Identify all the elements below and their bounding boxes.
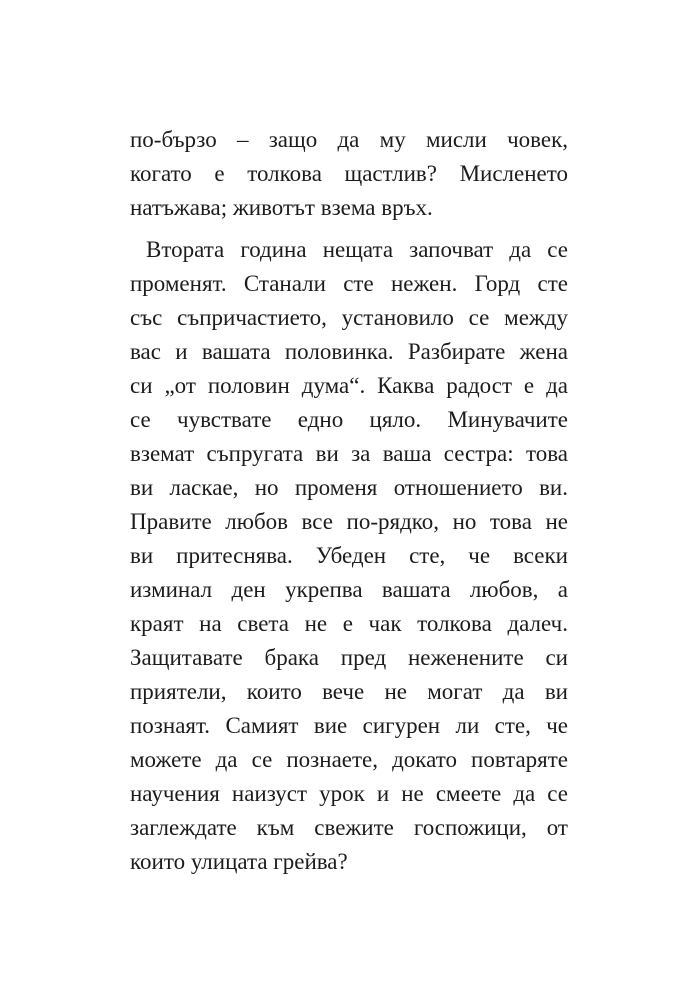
text-line: вас и вашата половинка. Разбирате жена: [130, 339, 568, 364]
text-line: със съпричастието, установило се между: [130, 305, 568, 330]
text-line: ви притеснява. Убеден сте, че всеки: [130, 543, 568, 568]
text-line: по-бързо – защо да му мисли човек,: [130, 127, 568, 152]
text-line: когато е толкова щастлив? Мисленето: [130, 161, 568, 186]
paragraph-second-year: [130, 233, 568, 879]
text-line: можете да се познаете, докато повтаряте: [130, 747, 568, 772]
text-line: си „от половин дума“. Каква радост е да: [130, 373, 568, 398]
text-line: вземат съпругата ви за ваша сестра: това: [130, 441, 568, 466]
text-line: приятели, които вече не могат да ви: [130, 679, 568, 704]
text-line: които улицата грейва?: [130, 849, 348, 874]
paragraph-continuation: [130, 123, 568, 225]
text-line: променят. Станали сте нежен. Горд сте: [130, 271, 568, 296]
text-line: изминал ден укрепва вашата любов, а: [130, 577, 568, 602]
text-line: натъжава; животът взема връх.: [130, 195, 433, 220]
text-line: краят на света не е чак толкова далеч.: [130, 611, 568, 636]
text-line: ви ласкае, но променя отношението ви.: [130, 475, 568, 500]
text-line: познаят. Самият вие сигурен ли сте, че: [130, 713, 568, 738]
text-line: научения наизуст урок и не смеете да се: [130, 781, 568, 806]
text-line: Втората година нещата започват да се: [146, 237, 568, 262]
text-line: се чувствате едно цяло. Минувачите: [130, 407, 568, 432]
text-line: Правите любов все по-рядко, но това не: [130, 509, 568, 534]
text-line: Защитавате брака пред неженените си: [130, 645, 568, 670]
text-line: заглеждате към свежите госпожици, от: [130, 815, 568, 840]
